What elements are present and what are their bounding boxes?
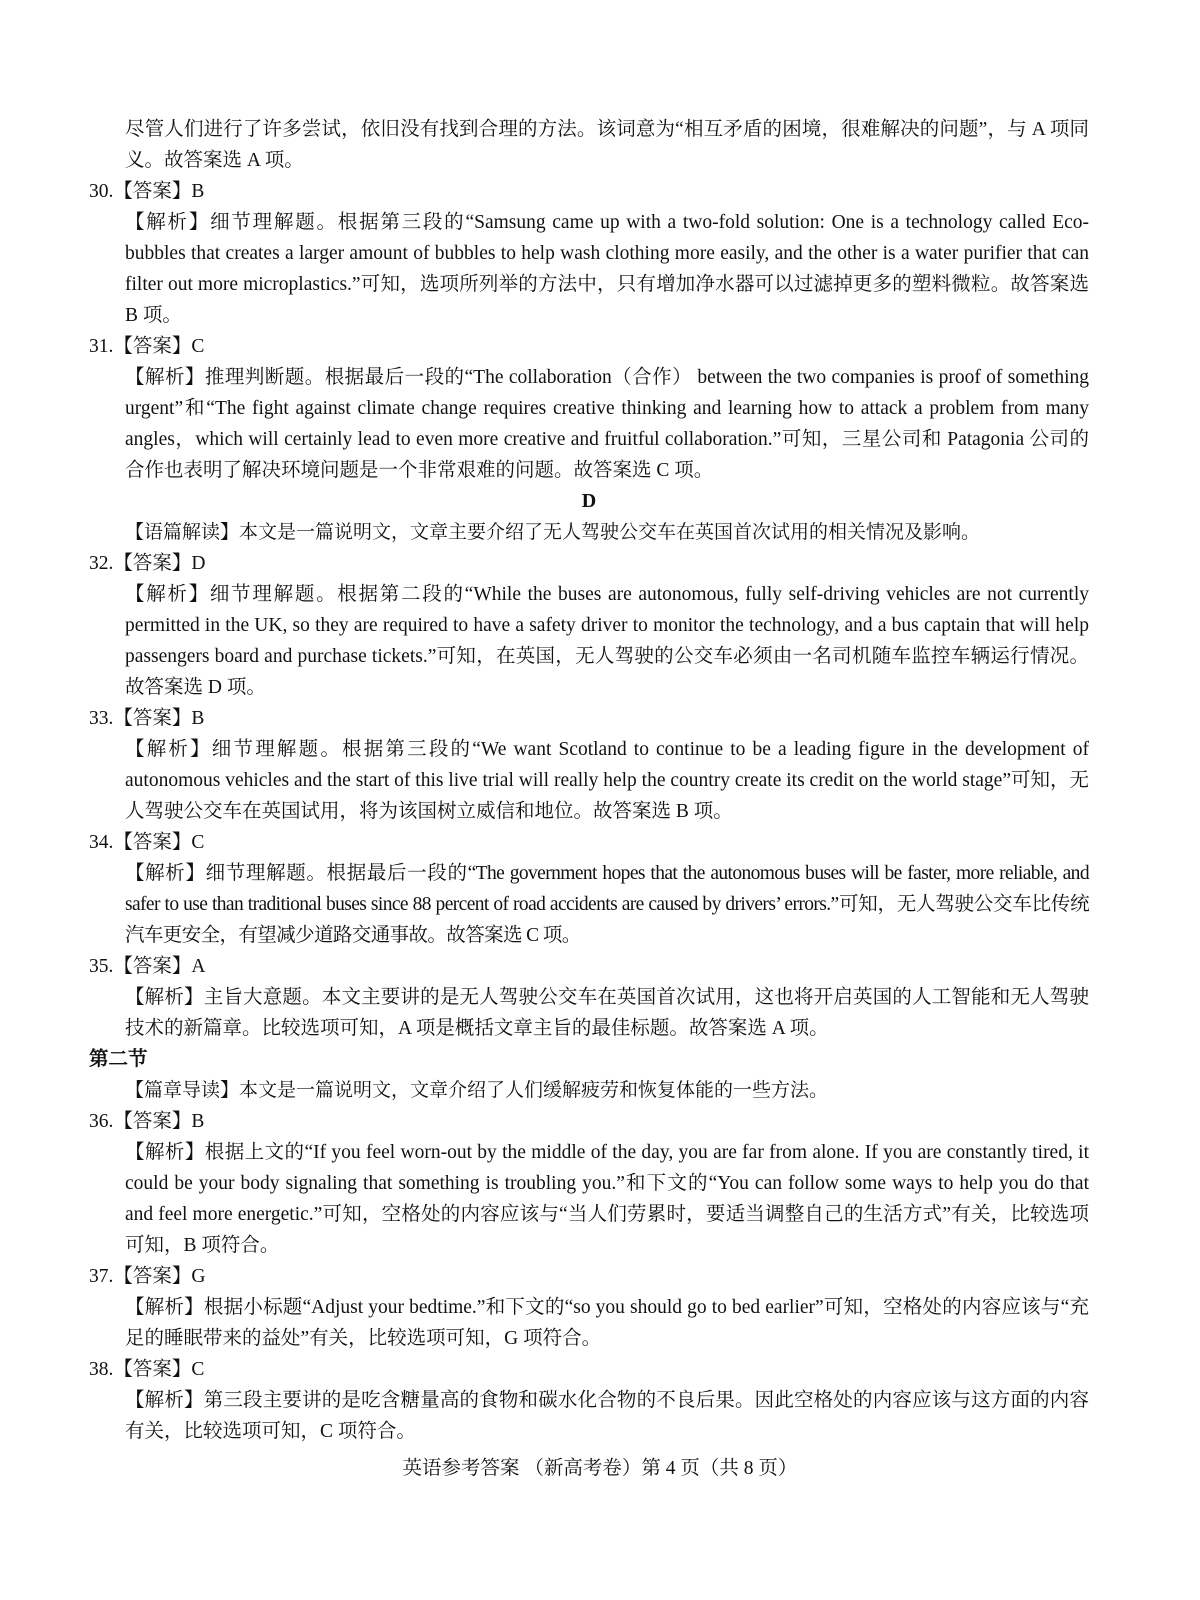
explanation-36: 【解析】根据上文的“If you feel worn-out by the middle of the day, you are far from alone. If you are constantly tired, it could be your body signaling that something is troubling you.”和下文的“You can follow some ways to help you do that and feel more energetic.”可知，空格处的内容应该与“当人们劳累时，要适当调整自己的生活方式”有关，比较选项可知，B 项符合。	[125, 1142, 1089, 1256]
answer-line-34: 34.【答案】C	[89, 832, 205, 853]
explanation-38: 【解析】第三段主要讲的是吃含糖量高的食物和碳水化合物的不良后果。因此空格处的内容应该与这方面的内容有关，比较选项可知，C 项符合。	[125, 1390, 1089, 1442]
explanation-30: 【解析】细节理解题。根据第三段的“Samsung came up with a two-fold solution: One is a technology called Eco-bubbles that creates a larger amount of bubbles to help wash clothing more easily, and the other is a water purifier that can filter out more microplastics.”可知，选项所列举的方法中，只有增加净水器可以过滤掉更多的塑料微粒。故答案选 B 项。	[125, 212, 1089, 326]
answer-line-30: 30.【答案】B	[89, 181, 205, 202]
explanation-31: 【解析】推理判断题。根据最后一段的“The collaboration（合作） between the two companies is proof of something urgent”和“The fight against climate change requires creative thinking and learning how to attack a problem from many angles，which will certainly lead to even more creative and fruitful collaboration.”可知，三星公司和 Patagonia 公司的合作也表明了解决环境问题是一个非常艰难的问题。故答案选 C 项。	[125, 367, 1089, 481]
answer-line-32: 32.【答案】D	[89, 553, 206, 574]
answer-line-31: 31.【答案】C	[89, 336, 205, 357]
answer-line-36: 36.【答案】B	[89, 1111, 205, 1132]
answer-line-38: 38.【答案】C	[89, 1359, 205, 1380]
answer-line-33: 33.【答案】B	[89, 708, 205, 729]
answer-line-35: 35.【答案】A	[89, 956, 206, 977]
section-heading: 第二节	[89, 1049, 148, 1070]
answer-line-37: 37.【答案】G	[89, 1266, 206, 1287]
explanation-33: 【解析】细节理解题。根据第三段的“We want Scotland to continue to be a leading figure in the development of autonomous vehicles and the start of this live trial will really help the country create its credit on the world stage”可知，无人驾驶公交车在英国试用，将为该国树立威信和地位。故答案选 B 项。	[125, 739, 1089, 822]
passage-summary: 【语篇解读】本文是一篇说明文，文章主要介绍了无人驾驶公交车在英国首次试用的相关情况及影响。	[125, 522, 981, 543]
chapter-guide: 【篇章导读】本文是一篇说明文，文章介绍了人们缓解疲劳和恢复体能的一些方法。	[125, 1080, 829, 1101]
explanation-37: 【解析】根据小标题“Adjust your bedtime.”和下文的“so you should go to bed earlier”可知，空格处的内容应该与“充足的睡眠带来的益处”有关，比较选项可知，G 项符合。	[125, 1297, 1089, 1349]
paragraph: 尽管人们进行了许多尝试，依旧没有找到合理的方法。该词意为“相互矛盾的困境，很难解决的问题”，与 A 项同义。故答案选 A 项。	[125, 119, 1089, 171]
explanation-34: 【解析】细节理解题。根据最后一段的“The government hopes that the autonomous buses will be faster, more reliable, and safer to use than traditional buses since 88 percent of road accidents are caused by drivers’ errors.”可知，无人驾驶公交车比传统汽车更安全，有望减少道路交通事故。故答案选 C 项。	[125, 863, 1089, 946]
page-footer: 英语参考答案 （新高考卷）第 4 页（共 8 页）	[402, 1458, 798, 1479]
passage-letter-heading: D	[581, 490, 597, 512]
explanation-35: 【解析】主旨大意题。本文主要讲的是无人驾驶公交车在英国首次试用，这也将开启英国的人工智能和无人驾驶技术的新篇章。比较选项可知，A 项是概括文章主旨的最佳标题。故答案选 A 项。	[125, 987, 1089, 1039]
explanation-32: 【解析】细节理解题。根据第二段的“While the buses are autonomous, fully self-driving vehicles are not currently permitted in the UK, so they are required to have a safety driver to monitor the technology, and a bus captain that will help passengers board and purchase tickets.”可知，在英国，无人驾驶的公交车必须由一名司机随车监控车辆运行情况。故答案选 D 项。	[125, 584, 1089, 698]
answer-key-content	[89, 114, 1089, 1447]
